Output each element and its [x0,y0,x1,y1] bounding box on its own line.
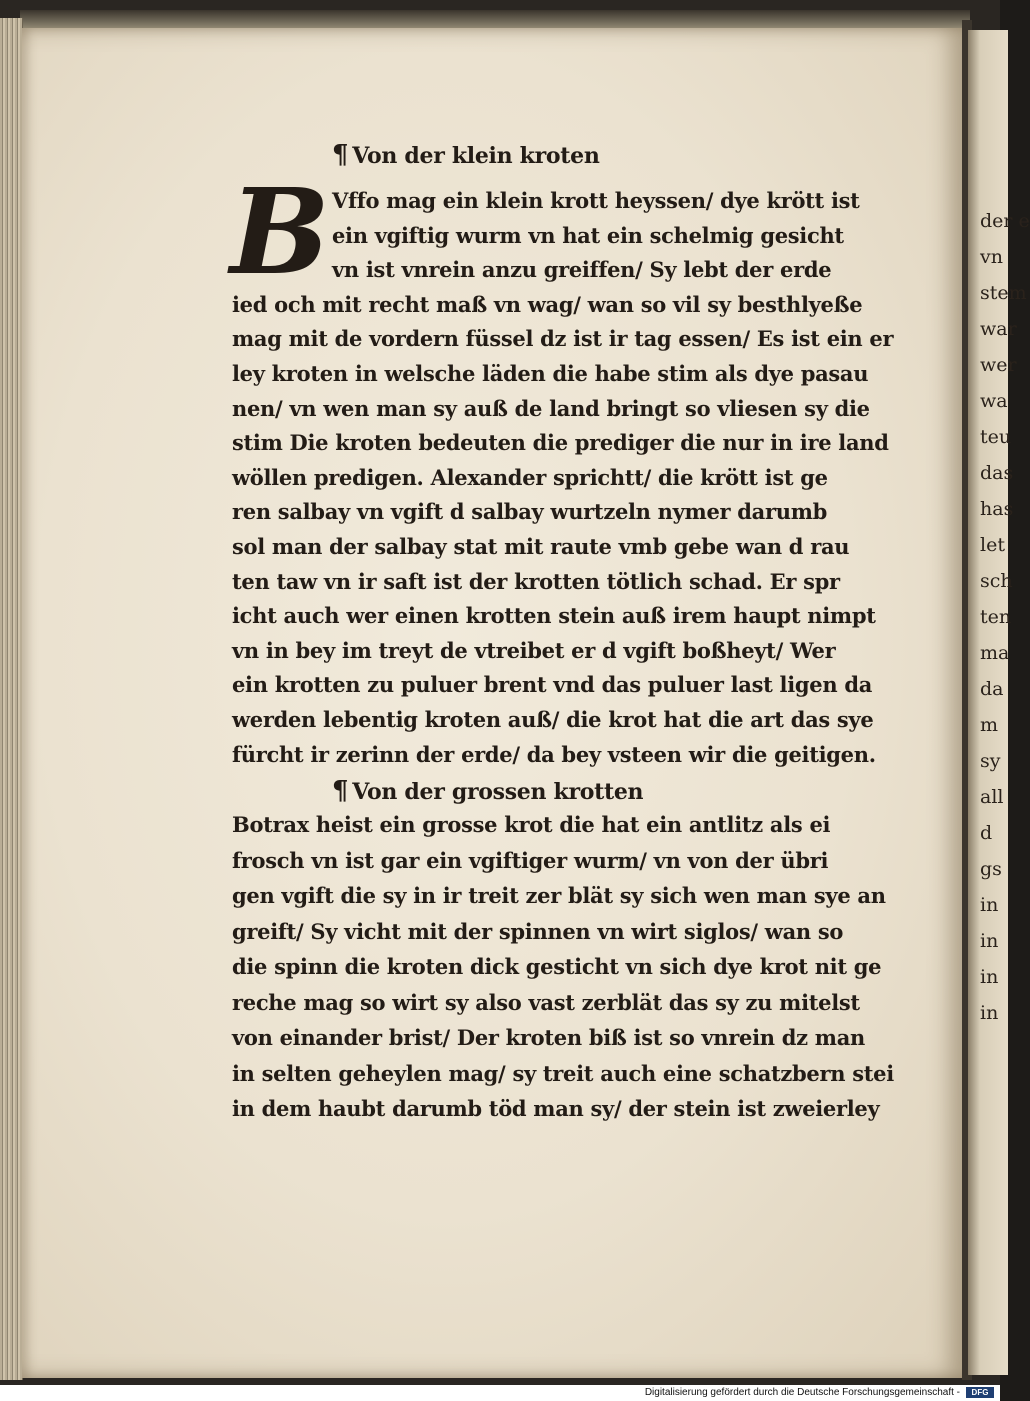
facing-page-text-fragment: in [980,1002,999,1024]
facing-page-text-fragment: let [980,534,1005,556]
text-line: wöllen predigen. Alexander sprichtt/ die krött ist ge [232,464,828,490]
text-line: die spinn die kroten dick gesticht vn sich dye krot nit ge [232,954,882,979]
facing-page-text-fragment: ma [980,642,1010,664]
facing-page-text-fragment: gs [980,858,1002,880]
facing-page-text-fragment: teu [980,426,1012,448]
text-line: ley kroten in welsche läden die habe stim als dye pasau [232,361,869,386]
facing-page-text-fragment: in [980,930,999,952]
facing-page-text-fragment: ten [980,606,1012,628]
facing-page-text-fragment: all [980,786,1004,808]
text-line: in dem haubt darumb töd man sy/ der stein ist zweierley [232,1096,880,1121]
section-heading [332,140,600,170]
facing-page-text-fragment: da [980,678,1004,700]
text-line: ten taw vn ir saft ist der krotten tötlich schad. Er spr [232,568,840,594]
text-line: stim Die kroten bedeuten die prediger die nur in ire land [232,430,889,456]
text-line: in selten geheylen mag/ sy treit auch eine schatzbern stei [232,1060,894,1086]
text-line: ein vgiftig wurm vn hat ein schelmig gesicht [332,222,844,248]
text-line: icht auch wer einen krotten stein auß irem haupt nimpt [232,603,876,629]
footer-credit: Digitalisierung gefördert durch die Deutsche Forschungsgemeinschaft - [644,1387,960,1398]
facing-page-text-fragment: war [980,318,1017,340]
text-line: ein krotten zu puluer brent vnd das puluer last ligen da [232,672,873,698]
text-line: von einander brist/ Der kroten biß ist so vnrein dz man [232,1025,865,1050]
section-heading [332,776,643,806]
text-line: vn in bey im treyt de vtreibet er d vgift boßheyt/ Wer [232,637,836,663]
text-line: Vffo mag ein klein krott heyssen/ dye krött ist [332,188,860,213]
section-heading-text: Von der grossen krotten [352,779,644,805]
dfg-logo: DFG [966,1387,994,1398]
text-line: mag mit de vordern füssel dz ist ir tag essen/ Es ist ein er [232,326,894,352]
text-line: ied och mit recht maß vn wag/ wan so vil sy besthlyeße [232,291,863,317]
facing-page-fragment [968,30,1030,1375]
section-heading-text: Von der klein kroten [352,143,600,169]
text-line: vn ist vnrein anzu greiffen/ Sy lebt der erde [332,257,832,283]
facing-page-text-fragment: has [980,498,1014,520]
decorated-initial: B [230,162,330,301]
text-line: fürcht ir zerinn der erde/ da bey vsteen wir die geitigen. [232,741,876,767]
book-page-edges [0,18,23,1380]
facing-page-text-fragment: in [980,894,999,916]
text-line: reche mag so wirt sy also vast zerblät das sy zu mitelst [232,989,860,1015]
text-line: sol man der salbay stat mit raute vmb gebe wan d rau [232,534,850,559]
text-line: werden lebentig kroten auß/ die krot hat die art das sye [232,707,874,732]
facing-page-text-fragment: das [980,462,1014,484]
text-line: nen/ vn wen man sy auß de land bringt so vliesen sy die [232,395,870,421]
facing-page-text-fragment: d [980,822,993,844]
text-line: Botrax heist ein grosse krot die hat ein antlitz als ei [232,812,831,837]
facing-page-text-fragment: vn [980,246,1003,268]
facing-page-text-fragment: sch [980,570,1013,592]
facing-page-text-fragment: m [980,714,999,736]
text-line: ren salbay vn vgift d salbay wurtzeln nymer darumb [232,499,828,525]
text-line: greift/ Sy vicht mit der spinnen vn wirt siglos/ wan so [232,918,844,944]
facing-page-text-fragment: der e [980,210,1030,232]
pilcrow-icon: ¶ [332,140,349,170]
facing-page-text-fragment: wer [980,354,1017,376]
text-line: frosch vn ist gar ein vgiftiger wurm/ vn von der übri [232,847,829,873]
pilcrow-icon: ¶ [332,776,349,806]
digitization-footer [0,1385,1000,1401]
facing-page-text-fragment: stem [980,282,1027,304]
text-line: gen vgift die sy in ir treit zer blät sy sich wen man sye an [232,883,886,908]
facing-page-text-fragment: in [980,966,999,988]
facing-page-text-fragment: sy [980,750,1001,772]
facing-page-text-fragment: wa [980,390,1008,412]
